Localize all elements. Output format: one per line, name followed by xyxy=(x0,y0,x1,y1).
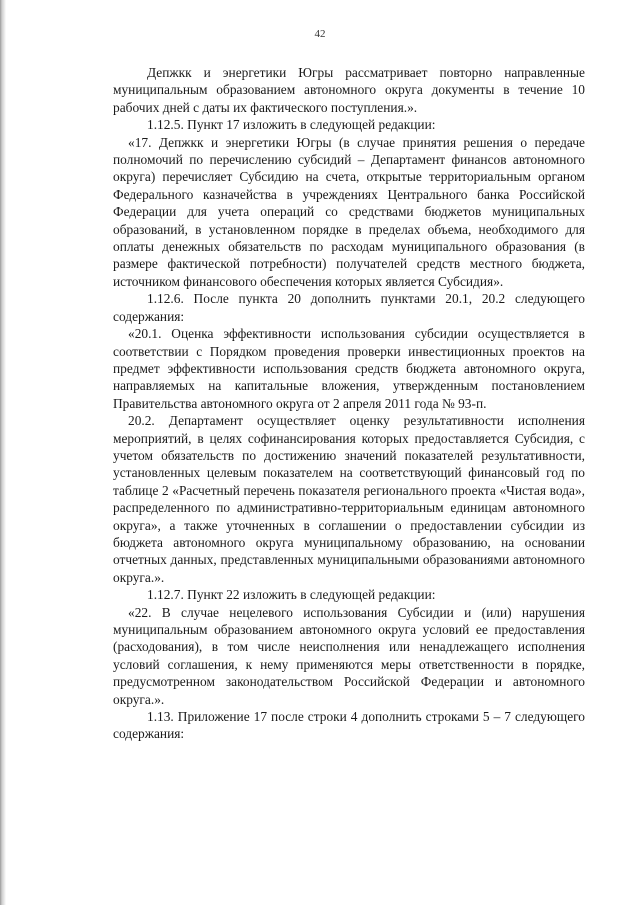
document-body xyxy=(113,64,585,743)
paragraph-item-1-12-7: 1.12.7. Пункт 22 изложить в следующей редакции: xyxy=(147,587,436,603)
paragraph-item-1-12-5: 1.12.5. Пункт 17 изложить в следующей редакции: xyxy=(147,117,436,133)
paragraph-clause-17: «17. Депжкк и энергетики Югры (в случае принятия решения о передаче полномочий по перечислению субсидий – Департамент финансов автономного округа) перечисляет Субсидию на счета, открытые территориальным органом Федерального казначейства в учреждениях Центрального банка Российской Федерации для учета операций со средствами бюджетов муниципальных образований, в установленном порядке в пределах объема, необходимого для оплаты денежных обязательств по расходам муниципального образования (в размере фактической потребности) получателей средств местного бюджета, источником финансового обеспечения которых является Субсидия». xyxy=(113,134,585,289)
paragraph-item-1-12-6: 1.12.6. После пункта 20 дополнить пунктами 20.1, 20.2 следующего содержания: xyxy=(113,291,585,324)
scan-edge xyxy=(0,0,6,905)
page-number: 42 xyxy=(314,28,326,40)
paragraph-clause-20-1: «20.1. Оценка эффективности использования субсидии осуществляется в соответствии с Порядком проведения проверки инвестиционных проектов на предмет эффективности использования средств бюджета автономного округа, направляемых на капитальные вложения, утвержденным постановлением Правительства автономного округа от 2 апреля 2011 года № 93-п. xyxy=(113,326,585,411)
paragraph-clause-20-2: 20.2. Департамент осуществляет оценку результативности исполнения мероприятий, в целях софинансирования которых предоставляется Субсидия, с учетом обязательств по достижению значений показателей результативности, установленных целевым показателем на соответствующий финансовый год по таблице 2 «Расчетный перечень показателя регионального проекта «Чистая вода», распределенного по административно-территориальным единицам автономного округа», а также уточненных в соглашении о предоставлении субсидии из бюджета автономного округа муниципальному образованию, на основании отчетных данных, представленных муниципальными образованиями автономного округа.». xyxy=(113,413,585,585)
paragraph-continuation: Депжкк и энергетики Югры рассматривает повторно направленные муниципальным образованием автономного округа документы в течение 10 рабочих дней с даты их фактического поступления.». xyxy=(113,65,585,115)
paragraph-clause-22: «22. В случае нецелевого использования Субсидии и (или) нарушения муниципальным образованием автономного округа условий ее предоставления (расходования), в том числе неисполнения или ненадлежащего исполнения условий соглашения, к нему применяются меры ответственности в порядке, предусмотренном законодательством Российской Федерации и автономного округа.». xyxy=(113,604,585,707)
paragraph-item-1-13: 1.13. Приложение 17 после строки 4 дополнить строками 5 – 7 следующего содержания: xyxy=(113,709,585,742)
